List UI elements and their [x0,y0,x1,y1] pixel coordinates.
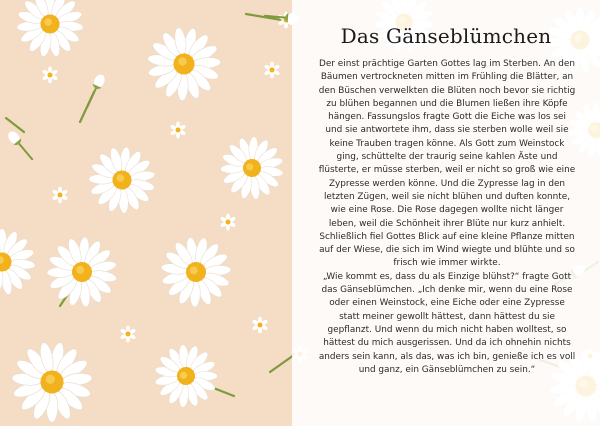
story-line: anders sein kann, als das, was ich bin, genieße ich es voll [318,351,576,362]
story-line: und sie antwortete ihm, dass sie sterben wolle weil sie [325,125,569,136]
story-line: frisch wie immer wirkte. [393,258,501,269]
story-text [304,58,590,377]
story-line: Zypresse werden könne. Und die Zypresse lag in den [328,178,566,189]
story-line: zu blühen begannen und die Blumen ließen ihre Köpfe [326,98,568,109]
story-line: auf der Wiese, die sich im Wind wiegte und blühte und so [319,245,575,256]
story-line: ging, schüttelte der traurig seine kahlen Äste und [336,152,558,163]
story-line: gepflanzt. Und wenn du mich nicht haben wolltest, so [327,324,567,335]
story-line: statt meiner gewollt hättest, dann hättest du sie [339,311,555,322]
story-line: wie eine Rose. Die Rose dagegen wollte nicht länger [330,205,564,216]
story-line: „Wie kommt es, dass du als Einzige blühst?“ fragte Gott [322,271,572,282]
story-line: hängen. Fassungslos fragte Gott die Eiche was los sei [328,112,566,123]
story-line: keine Trauben tragen könne. Als Gott zum Weinstock [329,138,565,149]
story-line: flüsterte, er müsse sterben, weil er nicht so groß wie eine [318,165,576,176]
story-line: und ganz, ein Gänseblümchen zu sein.“ [358,364,536,375]
story-line: leben, weil die Schönheit ihrer Blüte nur kurz anhielt. [328,218,566,229]
page-title: Das Gänseblümchen [340,24,552,48]
story-line: Bäumen vertrockneten mitten im Frühling die Blätter, an [320,72,574,83]
story-line: oder einen Weinstock, eine Eiche oder eine Zypresse [329,298,565,309]
story-line: Der einst prächtige Garten Gottes lag im Sterben. An den [319,59,575,69]
story-line: hättest du mich ausgerissen. Und da ich ohnehin nichts [323,338,571,349]
story-line: den Büschen verwelkten die Blüten noch bevor sie richtig [318,85,576,96]
story-line: letzten Zügen, weil sie nicht blühen und duften konnte, [323,191,571,202]
story-line: Schließlich fiel Gottes Blick auf eine kleine Pflanze mitten [319,231,575,242]
story-line: das Gänseblümchen. „Ich denke mir, wenn du eine Rose [321,285,573,296]
